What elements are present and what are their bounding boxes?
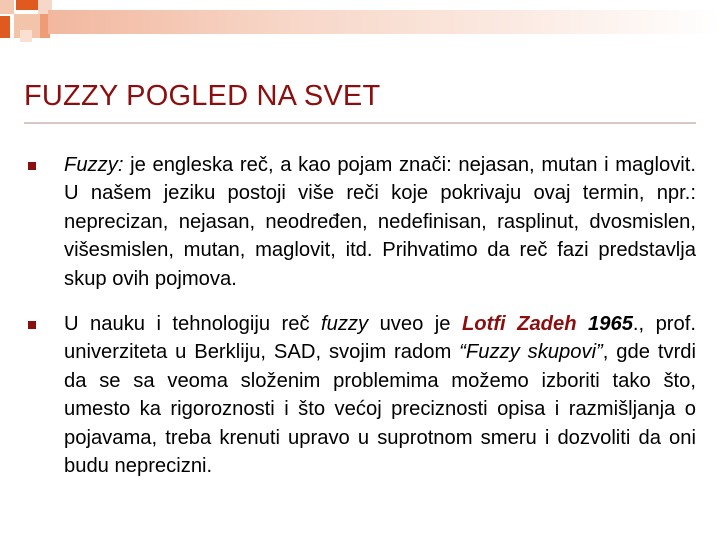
term-fuzzy: fuzzy — [321, 313, 369, 335]
square-bullet-icon — [28, 321, 36, 329]
year: 1965 — [576, 313, 633, 335]
term-fuzzy: Fuzzy: — [64, 154, 124, 176]
header-gradient-band — [48, 10, 720, 34]
bullet-body: U nauku i tehnologiju reč — [64, 313, 321, 335]
decor-square — [20, 30, 32, 42]
work-title: “Fuzzy skupovi” — [459, 341, 603, 364]
title-divider — [24, 122, 696, 124]
decor-square — [0, 0, 14, 14]
square-bullet-icon — [28, 162, 36, 170]
decor-square — [16, 0, 38, 10]
decor-square — [0, 16, 10, 38]
bullet-item — [24, 151, 696, 293]
bullet-item — [24, 310, 696, 480]
bullet-body: , gde tvrdi da se sa veoma složenim problemima možemo izboriti tako što, umesto ka rigoroznosti i što većoj preciznosti opisa i razmišljanja o pojavama, treba krenuti upravo u suprotnom smeru i dozvoliti da oni budu neprecizni. — [64, 341, 697, 478]
bullet-body: je engleska reč, a kao pojam znači: nejasan, mutan i maglovit. U našem jeziku postoji više reči koje pokrivaju ovaj termin, npr.: neprecizan, nejasan, neodređen, nedefinisan, rasplinut, dvosmislen, višesmislen, mutan, maglovit, itd. Prihvatimo da reč fazi predstavlja skup ovih pojmova. — [64, 154, 696, 290]
person-name: Lotfi Zadeh — [461, 313, 577, 335]
bullet-body: uveo je — [368, 313, 462, 335]
bullet-text — [64, 151, 696, 293]
bullet-body: ., prof. univerziteta u Berkliju, SAD, svojim radom — [64, 313, 696, 364]
slide-title: FUZZY POGLED NA SVET — [24, 80, 381, 112]
bullet-text — [64, 310, 696, 480]
